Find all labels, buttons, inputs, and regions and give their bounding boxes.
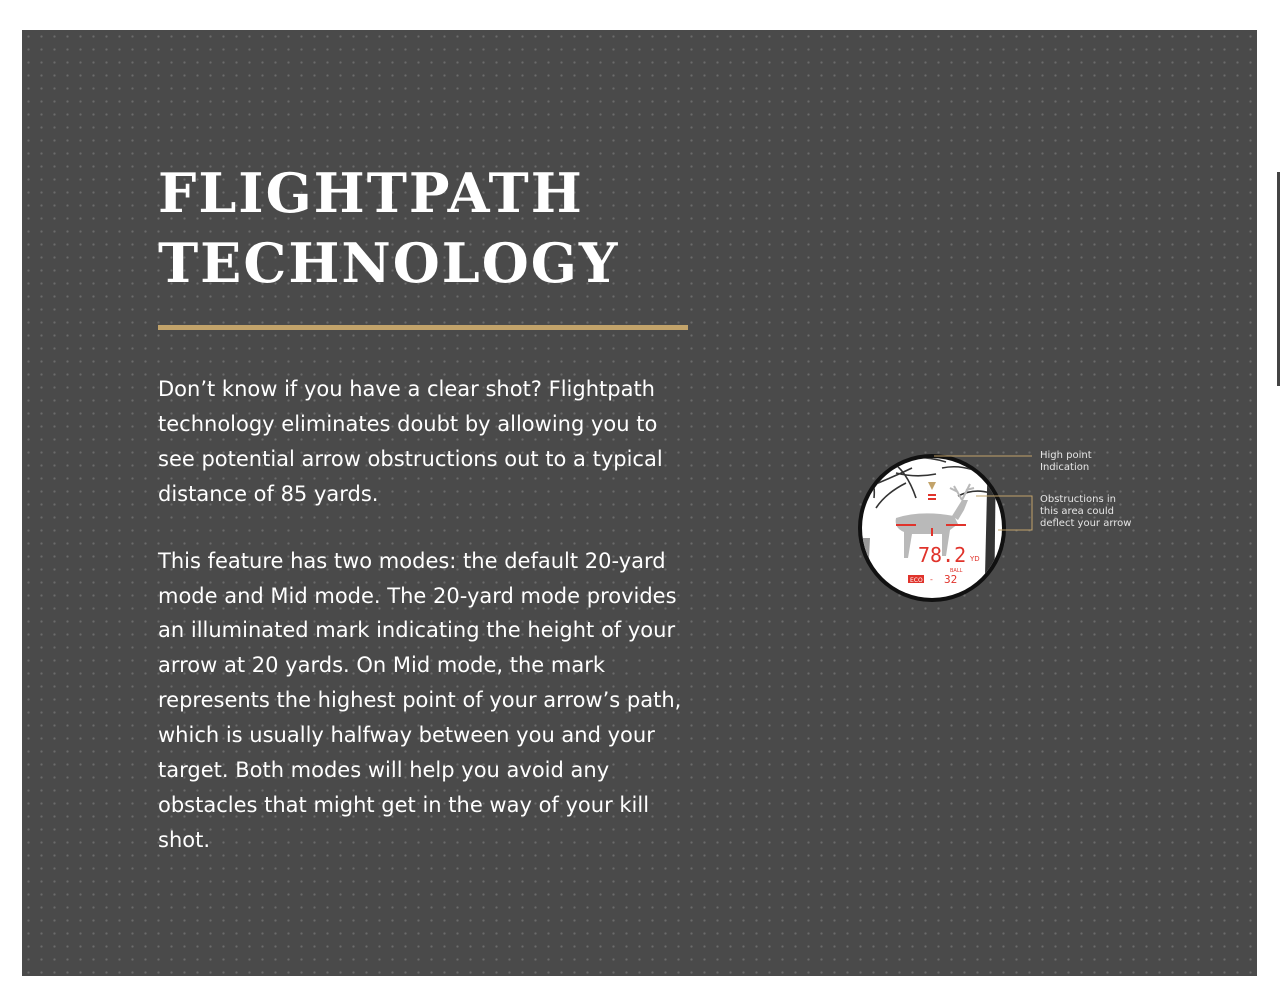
paragraph-intro: Don’t know if you have a clear shot? Flightpath technology eliminates doubt by allowing you to see potential arrow obstructions out to a typical distance of 85 yards.: [158, 377, 663, 506]
callout-high-line-2: Indication: [1040, 462, 1090, 473]
feature-panel: [22, 30, 1257, 976]
svg-text:-: -: [930, 575, 933, 584]
scope-illustration: [846, 438, 1146, 618]
callout-obstructions: [1040, 494, 1131, 530]
mode-badge-label: ECO: [910, 577, 923, 584]
secondary-readout: 32: [944, 573, 958, 586]
title-line-2: TECHNOLOGY: [158, 231, 620, 295]
callout-obs-line-1: Obstructions in: [1040, 494, 1116, 505]
callout-obs-line-2: this area could: [1040, 506, 1114, 517]
mode-label: BALL: [950, 568, 963, 574]
title-line-1: FLIGHTPATH: [158, 161, 584, 225]
distance-unit: YD: [970, 555, 980, 563]
paragraph-modes: This feature has two modes: the default 20-yard mode and Mid mode. The 20-yard mode provides an illuminated mark indicating the height of your arrow at 20 yards. On Mid mode, the mark represents the highest point of your arrow’s path, which is usually halfway between you and your target. Both modes will help you avoid any obstacles that might get in the way of your kill shot.: [158, 548, 682, 852]
body-copy: [158, 372, 698, 890]
title-divider: [158, 325, 688, 330]
page-title: [158, 158, 619, 298]
callout-high-point: [1040, 450, 1092, 474]
callout-obs-line-3: deflect your arrow: [1040, 518, 1132, 529]
callout-high-line-1: High point: [1040, 450, 1092, 461]
distance-readout: 78.2: [918, 543, 967, 567]
